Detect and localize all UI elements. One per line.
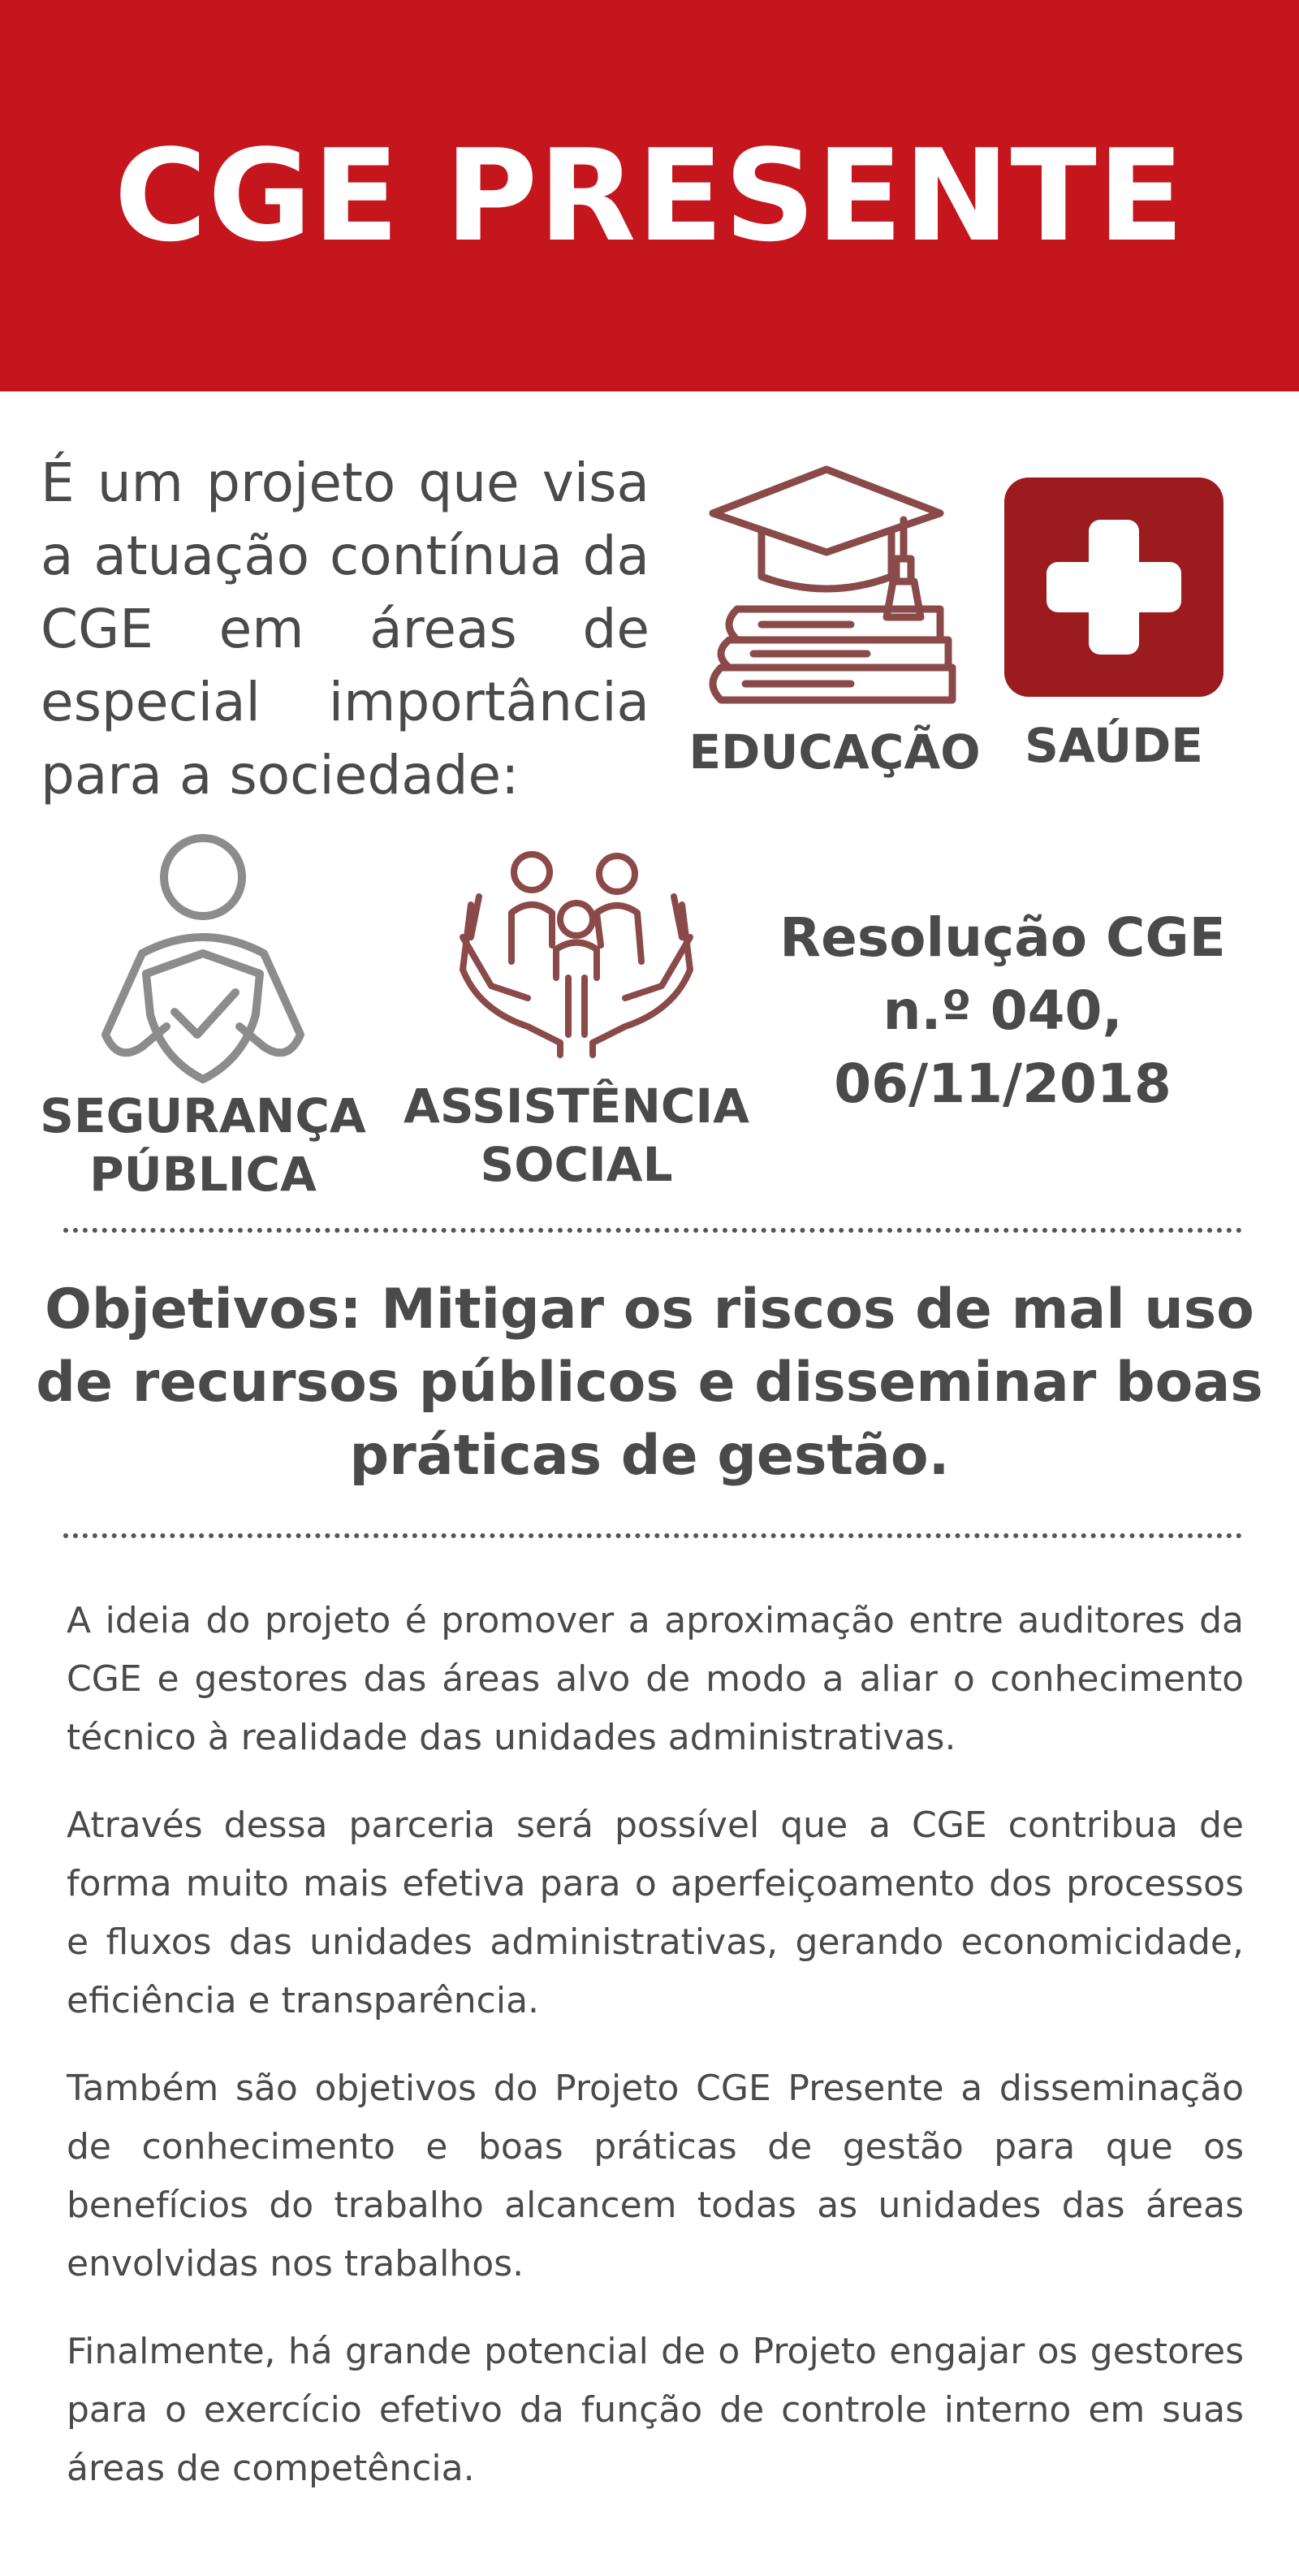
- person-shield-check-icon: [93, 832, 313, 1083]
- area-label-security-line1: SEGURANÇA: [40, 1088, 366, 1143]
- body-text: [67, 1592, 1244, 2527]
- resolution-line3: 06/11/2018: [834, 1052, 1172, 1115]
- area-label-social-line2: SOCIAL: [480, 1137, 673, 1192]
- health-cross-icon: [1003, 476, 1225, 698]
- objectives-heading: Objetivos: Mitigar os riscos de mal uso de recursos públicos e disseminar boas práticas de gestão.: [36, 1277, 1263, 1488]
- page-title: CGE PRESENTE: [114, 122, 1185, 270]
- graduation-cap-books-icon: [705, 463, 965, 707]
- header-banner: [0, 0, 1299, 391]
- paragraph-2: Através dessa parceria será possível que a CGE contribua de forma muito mais efetiva para o aperfeiçoamento dos processos e fluxos das unidades administrativas, gerando economicidade, eficiência e transparência.: [67, 1804, 1244, 2021]
- hands-family-icon: [455, 848, 698, 1059]
- area-label-education: EDUCAÇÃO: [688, 724, 981, 780]
- resolution-reference: [731, 901, 1275, 1121]
- area-label-health: SAÚDE: [1025, 718, 1203, 773]
- resolution-line2: n.º 040,: [883, 979, 1123, 1042]
- area-social-assistance: [398, 848, 755, 1194]
- dotted-divider-top: [63, 1228, 1242, 1233]
- paragraph-1: A ideia do projeto é promover a aproximação entre auditores da CGE e gestores das áreas alvo de modo a aliar o conhecimento técnico à realidade das unidades administrativas.: [67, 1600, 1244, 1758]
- area-education: [688, 463, 981, 781]
- area-label-security-line2: PÚBLICA: [89, 1147, 317, 1202]
- area-health: [1000, 476, 1228, 775]
- dotted-divider-bottom: [63, 1533, 1242, 1538]
- area-label-social-line1: ASSISTÊNCIA: [404, 1078, 749, 1134]
- paragraph-4: Finalmente, há grande potencial de o Projeto engajar os gestores para o exercício efetivo da função de controle interno em suas áreas de competência.: [67, 2331, 1244, 2489]
- intro-text: É um projeto que visa a atuação contínua da CGE em áreas de especial importância para a sociedade:: [41, 452, 650, 806]
- resolution-line1: Resolução CGE: [779, 906, 1226, 969]
- paragraph-3: Também são objetivos do Projeto CGE Presente a disseminação de conhecimento e boas práticas de gestão para que os benefícios do trabalho alcancem todas as unidades das áreas envolvidas nos trabalhos.: [67, 2068, 1244, 2284]
- area-public-security: [32, 832, 373, 1204]
